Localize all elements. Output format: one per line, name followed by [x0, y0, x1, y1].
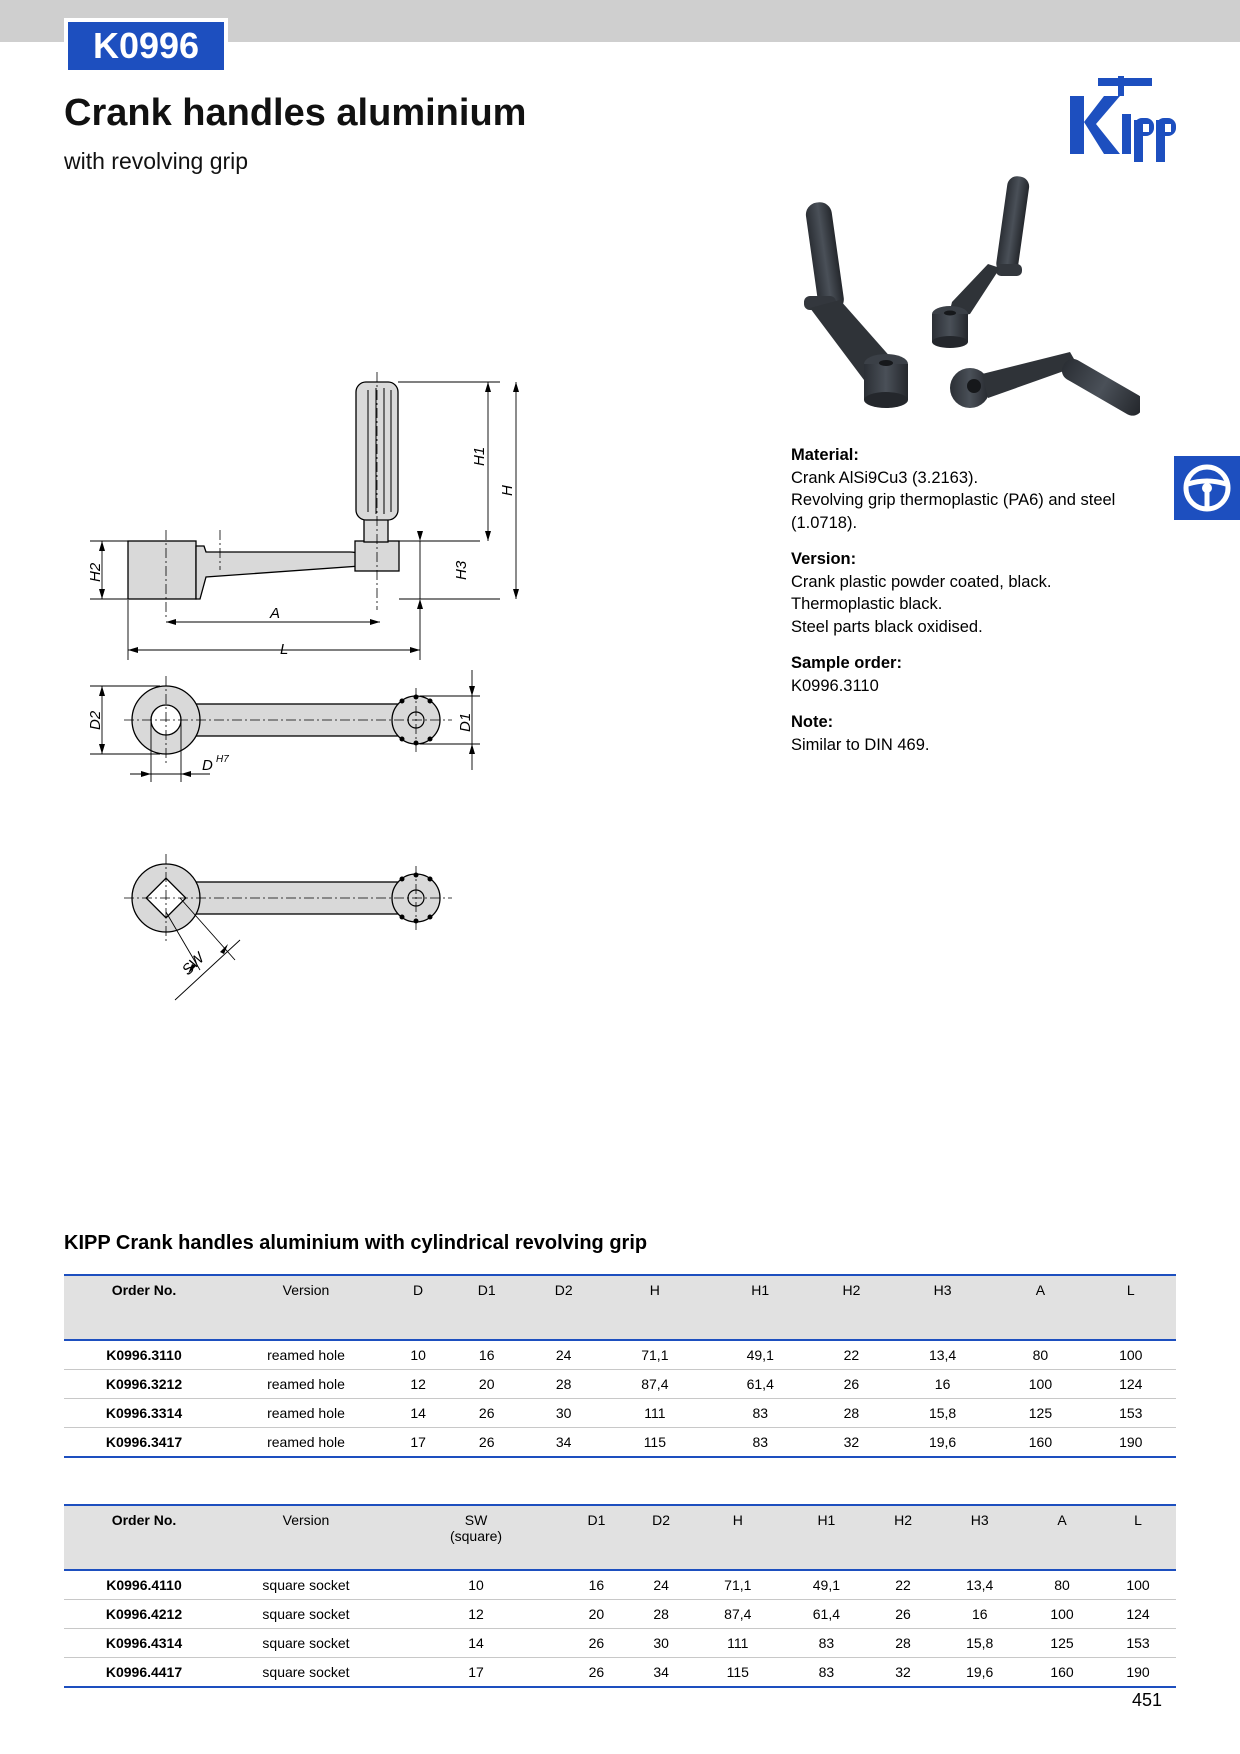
- version-label: Version:: [791, 550, 857, 568]
- table-cell: 83: [708, 1428, 813, 1458]
- table-cell: 26: [813, 1370, 890, 1399]
- table-cell: 190: [1086, 1428, 1176, 1458]
- table-cell: 20: [448, 1370, 525, 1399]
- note-block: [791, 711, 1171, 756]
- col-header: D2: [629, 1505, 694, 1570]
- col-header: A: [995, 1275, 1085, 1340]
- version-line: Thermoplastic black.: [791, 595, 943, 613]
- table-cell: reamed hole: [224, 1399, 388, 1428]
- table-cell: 49,1: [782, 1570, 871, 1600]
- table-cell: 125: [995, 1399, 1085, 1428]
- table-cell: 61,4: [782, 1600, 871, 1629]
- col-header: H: [602, 1275, 707, 1340]
- table-cell: 19,6: [890, 1428, 995, 1458]
- dim-h-label: H: [499, 485, 516, 496]
- col-header: Version: [224, 1275, 388, 1340]
- dim-d2-label: D2: [87, 710, 104, 730]
- material-line: Crank AlSi9Cu3 (3.2163).: [791, 468, 979, 487]
- version-line: Steel parts black oxidised.: [791, 617, 983, 636]
- order-number-cell: K0996.3110: [64, 1340, 224, 1370]
- table-cell: 26: [564, 1658, 629, 1688]
- col-header: L: [1086, 1275, 1176, 1340]
- table-cell: 32: [871, 1658, 936, 1688]
- table-cell: 124: [1100, 1600, 1176, 1629]
- table-cell: 87,4: [602, 1370, 707, 1399]
- table-cell: 100: [995, 1370, 1085, 1399]
- material-block: [791, 444, 1171, 534]
- table-cell: 115: [693, 1658, 782, 1688]
- table-cell: 14: [388, 1399, 448, 1428]
- table-cell: 100: [1100, 1570, 1176, 1600]
- table-cell: 26: [871, 1600, 936, 1629]
- table-cell: 15,8: [935, 1629, 1024, 1658]
- table-row: [64, 1629, 1176, 1658]
- table-cell: 26: [448, 1428, 525, 1458]
- table-cell: 115: [602, 1428, 707, 1458]
- col-header-sw: [388, 1505, 564, 1570]
- table-cell: 22: [813, 1340, 890, 1370]
- table-cell: 17: [388, 1658, 564, 1688]
- table-cell: 30: [525, 1399, 602, 1428]
- table-cell: 28: [813, 1399, 890, 1428]
- table-cell: 28: [525, 1370, 602, 1399]
- col-header-sw-sub: (square): [449, 1528, 503, 1544]
- dim-sw-label: SW: [178, 949, 208, 979]
- table-cell: 190: [1100, 1658, 1176, 1688]
- spec-table-reamed: [64, 1274, 1176, 1458]
- col-header: D: [388, 1275, 448, 1340]
- order-number-cell: K0996.4110: [64, 1570, 224, 1600]
- crank-handle-small: [950, 352, 1140, 419]
- table-cell: 71,1: [693, 1570, 782, 1600]
- table-cell: 34: [525, 1428, 602, 1458]
- table-cell: 16: [890, 1370, 995, 1399]
- table-header-row: [64, 1505, 1176, 1570]
- table-cell: 16: [448, 1340, 525, 1370]
- order-number-cell: K0996.4212: [64, 1600, 224, 1629]
- table-cell: 12: [388, 1370, 448, 1399]
- kipp-logo-icon: [1068, 74, 1180, 162]
- table-cell: 153: [1100, 1629, 1176, 1658]
- col-header: L: [1100, 1505, 1176, 1570]
- table-cell: 80: [995, 1340, 1085, 1370]
- note-value: Similar to DIN 469.: [791, 735, 930, 754]
- col-header: H2: [813, 1275, 890, 1340]
- col-header: D1: [448, 1275, 525, 1340]
- order-number-cell: K0996.4417: [64, 1658, 224, 1688]
- table-cell: square socket: [224, 1629, 388, 1658]
- table-header-row: [64, 1275, 1176, 1340]
- page-subtitle: with revolving grip: [64, 148, 249, 174]
- table-cell: 83: [782, 1658, 871, 1688]
- table-cell: 12: [388, 1600, 564, 1629]
- table-cell: 83: [708, 1399, 813, 1428]
- table-cell: square socket: [224, 1570, 388, 1600]
- table-cell: 124: [1086, 1370, 1176, 1399]
- order-number-cell: K0996.3212: [64, 1370, 224, 1399]
- table-cell: reamed hole: [224, 1428, 388, 1458]
- table-cell: 160: [995, 1428, 1085, 1458]
- dim-d1-label: D1: [457, 712, 474, 732]
- table-cell: 80: [1024, 1570, 1100, 1600]
- table-cell: square socket: [224, 1600, 388, 1629]
- steering-wheel-icon: [1174, 456, 1240, 520]
- table-cell: 153: [1086, 1399, 1176, 1428]
- product-code: K0996: [68, 22, 224, 70]
- dim-a-label: A: [270, 605, 281, 622]
- col-header: Order No.: [64, 1505, 224, 1570]
- table-cell: 34: [629, 1658, 694, 1688]
- col-header: H2: [871, 1505, 936, 1570]
- table-cell: 10: [388, 1570, 564, 1600]
- material-label: Material:: [791, 446, 859, 464]
- table-cell: 20: [564, 1600, 629, 1629]
- col-header: H3: [890, 1275, 995, 1340]
- table-cell: 111: [693, 1629, 782, 1658]
- sample-order-label: Sample order:: [791, 654, 902, 672]
- order-number-cell: K0996.3314: [64, 1399, 224, 1428]
- dim-h2-label: H2: [87, 562, 104, 582]
- table-cell: 22: [871, 1570, 936, 1600]
- table-cell: 30: [629, 1629, 694, 1658]
- dim-l-label: L: [280, 641, 289, 658]
- col-header: H1: [708, 1275, 813, 1340]
- col-header: H1: [782, 1505, 871, 1570]
- table-cell: 16: [564, 1570, 629, 1600]
- table-cell: 125: [1024, 1629, 1100, 1658]
- table-cell: 10: [388, 1340, 448, 1370]
- table-row: [64, 1370, 1176, 1399]
- table-cell: 14: [388, 1629, 564, 1658]
- table-cell: 15,8: [890, 1399, 995, 1428]
- version-line: Crank plastic powder coated, black.: [791, 572, 1052, 591]
- table-cell: square socket: [224, 1658, 388, 1688]
- page-title: Crank handles aluminium: [64, 92, 527, 134]
- col-header: Order No.: [64, 1275, 224, 1340]
- note-label: Note:: [791, 713, 834, 731]
- crank-handle-medium: [932, 175, 1030, 348]
- table-title: KIPP Crank handles aluminium with cylindrical revolving grip: [64, 1232, 648, 1254]
- table-cell: 83: [782, 1629, 871, 1658]
- table-cell: 32: [813, 1428, 890, 1458]
- table-row: [64, 1399, 1176, 1428]
- spec-table-square: [64, 1504, 1176, 1688]
- table-cell: 111: [602, 1399, 707, 1428]
- table-cell: 26: [448, 1399, 525, 1428]
- order-number-cell: K0996.3417: [64, 1428, 224, 1458]
- table-cell: 13,4: [890, 1340, 995, 1370]
- table-row: [64, 1658, 1176, 1688]
- table-cell: 26: [564, 1629, 629, 1658]
- table-cell: 100: [1024, 1600, 1100, 1629]
- table-cell: 16: [935, 1600, 1024, 1629]
- dim-h1-label: H1: [471, 446, 488, 466]
- table-cell: 24: [629, 1570, 694, 1600]
- version-block: [791, 548, 1171, 638]
- col-header: H3: [935, 1505, 1024, 1570]
- dim-h7-label: H7: [216, 754, 229, 765]
- col-header: Version: [224, 1505, 388, 1570]
- col-header-sw-label: SW: [464, 1512, 488, 1528]
- table-cell: 28: [871, 1629, 936, 1658]
- product-info: [791, 444, 1171, 770]
- table-cell: 13,4: [935, 1570, 1024, 1600]
- table-cell: reamed hole: [224, 1370, 388, 1399]
- page-number: 451: [1132, 1690, 1163, 1710]
- table-row: [64, 1600, 1176, 1629]
- technical-drawing: [80, 370, 550, 1090]
- col-header: A: [1024, 1505, 1100, 1570]
- sample-order-value: K0996.3110: [791, 676, 879, 695]
- dim-h3-label: H3: [453, 560, 470, 580]
- table-cell: 28: [629, 1600, 694, 1629]
- table-row: [64, 1570, 1176, 1600]
- col-header: H: [693, 1505, 782, 1570]
- table-cell: reamed hole: [224, 1340, 388, 1370]
- table-cell: 100: [1086, 1340, 1176, 1370]
- col-header: D2: [525, 1275, 602, 1340]
- table-cell: 17: [388, 1428, 448, 1458]
- order-number-cell: K0996.4314: [64, 1629, 224, 1658]
- table-row: [64, 1428, 1176, 1458]
- table-cell: 71,1: [602, 1340, 707, 1370]
- table-cell: 24: [525, 1340, 602, 1370]
- product-photo: [760, 168, 1140, 428]
- table-cell: 160: [1024, 1658, 1100, 1688]
- col-header: D1: [564, 1505, 629, 1570]
- category-tab[interactable]: [1174, 456, 1240, 520]
- product-code-box: [64, 18, 228, 74]
- table-cell: 87,4: [693, 1600, 782, 1629]
- table-cell: 49,1: [708, 1340, 813, 1370]
- material-line: Revolving grip thermoplastic (PA6) and steel (1.0718).: [791, 491, 1116, 532]
- table-cell: 19,6: [935, 1658, 1024, 1688]
- dim-d-label: D: [202, 757, 213, 774]
- crank-handle-large: [804, 201, 908, 408]
- table-cell: 61,4: [708, 1370, 813, 1399]
- sample-order-block: [791, 652, 1171, 697]
- table-row: [64, 1340, 1176, 1370]
